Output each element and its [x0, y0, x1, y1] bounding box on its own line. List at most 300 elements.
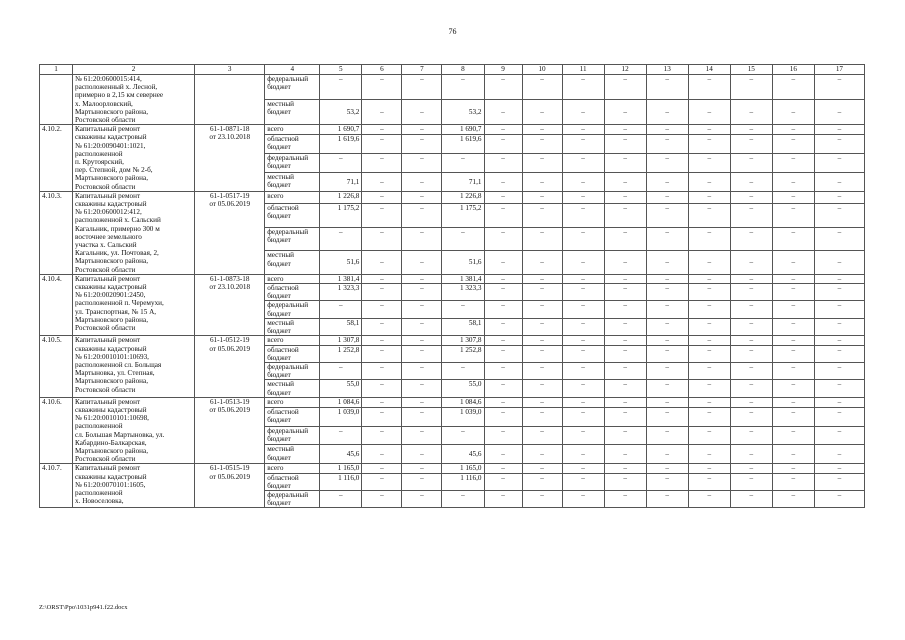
dash-cell: – — [730, 445, 772, 464]
dash-cell: – — [814, 473, 864, 490]
text-line: бюджет — [267, 453, 291, 462]
text-line: федеральный — [267, 154, 309, 163]
dash-cell: – — [688, 426, 730, 445]
dash-cell: – — [730, 227, 772, 251]
text-line: местный — [267, 318, 295, 327]
dash-cell: – — [688, 407, 730, 426]
dash-cell: – — [772, 362, 814, 379]
dash-cell: – — [522, 426, 562, 445]
column-header: 10 — [522, 65, 562, 75]
dash-cell: – — [562, 426, 604, 445]
text-line: Кабардино-Балкарская, — [75, 438, 147, 447]
text-line: Капитальный ремонт — [75, 191, 141, 200]
dash-cell: – — [562, 318, 604, 335]
document-number — [195, 274, 265, 335]
amount-cell: – — [320, 490, 362, 507]
dash-cell: – — [562, 407, 604, 426]
funding-source — [265, 204, 320, 228]
amount-cell: 1 039,0 — [442, 407, 484, 426]
dash-cell: – — [646, 191, 688, 203]
column-header: 6 — [362, 65, 402, 75]
dash-cell: – — [772, 445, 814, 464]
text-line: бюджет — [267, 83, 291, 92]
dash-cell: – — [646, 251, 688, 275]
dash-cell: – — [362, 397, 402, 407]
dash-cell: – — [730, 191, 772, 203]
dash-cell: – — [814, 251, 864, 275]
amount-cell: 1 226,8 — [320, 191, 362, 203]
dash-cell: – — [646, 75, 688, 100]
dash-cell: – — [484, 227, 522, 251]
dash-cell: – — [522, 191, 562, 203]
table-row — [40, 125, 865, 135]
dash-cell: – — [730, 135, 772, 154]
dash-cell: – — [688, 362, 730, 379]
dash-cell: – — [362, 345, 402, 362]
dash-cell: – — [646, 301, 688, 318]
dash-cell: – — [688, 191, 730, 203]
dash-cell: – — [730, 172, 772, 191]
dash-cell: – — [522, 318, 562, 335]
amount-cell: – — [320, 426, 362, 445]
dash-cell: – — [646, 336, 688, 345]
dash-cell: – — [604, 336, 646, 345]
dash-cell: – — [522, 204, 562, 228]
amount-cell: 1 619,6 — [320, 135, 362, 154]
amount-cell: – — [442, 490, 484, 507]
dash-cell: – — [772, 274, 814, 283]
object-name — [73, 125, 195, 192]
budget-table — [39, 64, 865, 508]
dash-cell: – — [772, 251, 814, 275]
dash-cell: – — [814, 397, 864, 407]
dash-cell: – — [562, 135, 604, 154]
dash-cell: – — [484, 490, 522, 507]
footer-file-path: Z:\ORST\Ppo\1031p941.f22.docx — [39, 604, 128, 611]
dash-cell: – — [402, 336, 442, 345]
dash-cell: – — [562, 345, 604, 362]
text-line: скважины кадастровый — [75, 344, 147, 353]
dash-cell: – — [362, 301, 402, 318]
text-line: всего — [267, 191, 284, 200]
amount-cell: 51,6 — [320, 251, 362, 275]
text-line: от 23.10.2018 — [209, 283, 251, 292]
row-number: 4.10.4. — [40, 274, 73, 335]
dash-cell: – — [646, 445, 688, 464]
dash-cell: – — [688, 274, 730, 283]
text-line: местный — [267, 380, 295, 389]
dash-cell: – — [688, 490, 730, 507]
dash-cell: – — [646, 362, 688, 379]
column-header: 7 — [402, 65, 442, 75]
dash-cell: – — [362, 473, 402, 490]
text-line: бюджет — [267, 292, 291, 301]
dash-cell: – — [604, 407, 646, 426]
dash-cell: – — [688, 345, 730, 362]
dash-cell: – — [730, 284, 772, 301]
dash-cell: – — [362, 407, 402, 426]
dash-cell: – — [772, 100, 814, 125]
column-header: 9 — [484, 65, 522, 75]
amount-cell: 53,2 — [320, 100, 362, 125]
dash-cell: – — [522, 397, 562, 407]
dash-cell: – — [362, 204, 402, 228]
text-line: Мартыновка, ул. Степная, — [75, 369, 155, 378]
amount-cell: 53,2 — [442, 100, 484, 125]
dash-cell: – — [522, 135, 562, 154]
text-line: бюджет — [267, 108, 291, 117]
amount-cell: 71,1 — [320, 172, 362, 191]
amount-cell: 1 175,2 — [320, 204, 362, 228]
amount-cell: – — [320, 362, 362, 379]
amount-cell: 58,1 — [320, 318, 362, 335]
amount-cell: – — [442, 301, 484, 318]
column-header: 2 — [73, 65, 195, 75]
dash-cell: – — [646, 135, 688, 154]
dash-cell: – — [604, 154, 646, 173]
object-name — [73, 191, 195, 274]
text-line: бюджет — [267, 143, 291, 152]
dash-cell: – — [646, 204, 688, 228]
dash-cell: – — [814, 227, 864, 251]
dash-cell: – — [402, 100, 442, 125]
dash-cell: – — [604, 301, 646, 318]
amount-cell: 1 165,0 — [442, 464, 484, 473]
dash-cell: – — [730, 490, 772, 507]
dash-cell: – — [604, 473, 646, 490]
amount-cell: – — [442, 426, 484, 445]
amount-cell: 1 307,8 — [320, 336, 362, 345]
text-line: федеральный — [267, 426, 309, 435]
text-line: Ростовской области — [75, 265, 136, 274]
dash-cell: – — [604, 135, 646, 154]
dash-cell: – — [604, 204, 646, 228]
text-line: Ростовской области — [75, 116, 136, 125]
text-line: скважины кадастровый — [75, 200, 147, 209]
dash-cell: – — [402, 227, 442, 251]
column-header: 14 — [688, 65, 730, 75]
dash-cell: – — [604, 172, 646, 191]
dash-cell: – — [522, 75, 562, 100]
dash-cell: – — [730, 125, 772, 135]
dash-cell: – — [484, 362, 522, 379]
dash-cell: – — [362, 191, 402, 203]
amount-cell: 1 381,4 — [442, 274, 484, 283]
funding-source — [265, 345, 320, 362]
dash-cell: – — [772, 426, 814, 445]
text-line: Мартыновского района, — [75, 446, 149, 455]
dash-cell: – — [402, 345, 442, 362]
dash-cell: – — [730, 397, 772, 407]
row-number: 4.10.3. — [40, 191, 73, 274]
text-line: всего — [267, 274, 284, 283]
dash-cell: – — [814, 135, 864, 154]
dash-cell: – — [604, 251, 646, 275]
amount-cell: 1 323,3 — [442, 284, 484, 301]
text-line: участка х. Сальский — [75, 241, 137, 250]
text-line: 61-1-0517-19 — [209, 191, 250, 200]
amount-cell: – — [320, 75, 362, 100]
column-header: 12 — [604, 65, 646, 75]
dash-cell: – — [562, 473, 604, 490]
funding-source — [265, 397, 320, 407]
amount-cell: 1 116,0 — [442, 473, 484, 490]
dash-cell: – — [402, 445, 442, 464]
text-line: Капитальный ремонт — [75, 125, 141, 134]
dash-cell: – — [562, 336, 604, 345]
dash-cell: – — [522, 490, 562, 507]
dash-cell: – — [402, 75, 442, 100]
text-line: федеральный — [267, 301, 309, 310]
dash-cell: – — [562, 227, 604, 251]
amount-cell: 45,6 — [320, 445, 362, 464]
text-line: бюджет — [267, 388, 291, 397]
dash-cell: – — [604, 362, 646, 379]
dash-cell: – — [362, 284, 402, 301]
text-line: 61-1-0873-18 — [209, 274, 250, 283]
text-line: расположенной — [75, 422, 123, 431]
amount-cell: 1 381,4 — [320, 274, 362, 283]
text-line: областной — [267, 284, 299, 293]
dash-cell: – — [484, 172, 522, 191]
dash-cell: – — [362, 490, 402, 507]
column-header: 17 — [814, 65, 864, 75]
dash-cell: – — [814, 445, 864, 464]
dash-cell: – — [688, 227, 730, 251]
dash-cell: – — [772, 407, 814, 426]
text-line: от 05.06.2019 — [209, 344, 251, 353]
dash-cell: – — [362, 336, 402, 345]
text-line: бюджет — [267, 309, 291, 318]
text-line: Капитальный ремонт — [75, 464, 141, 473]
dash-cell: – — [814, 154, 864, 173]
text-line: восточнее земельного — [75, 232, 142, 241]
dash-cell: – — [604, 284, 646, 301]
dash-cell: – — [604, 274, 646, 283]
amount-cell: 58,1 — [442, 318, 484, 335]
dash-cell: – — [484, 301, 522, 318]
text-line: расположенной п. Черемухи, — [75, 299, 164, 308]
dash-cell: – — [688, 301, 730, 318]
dash-cell: – — [604, 125, 646, 135]
dash-cell: – — [814, 362, 864, 379]
text-line: бюджет — [267, 212, 291, 221]
dash-cell: – — [562, 380, 604, 397]
amount-cell: 1 252,8 — [442, 345, 484, 362]
dash-cell: – — [688, 464, 730, 473]
dash-cell: – — [646, 426, 688, 445]
dash-cell: – — [604, 464, 646, 473]
text-line: Мартыновского района, — [75, 107, 149, 116]
dash-cell: – — [484, 473, 522, 490]
dash-cell: – — [604, 191, 646, 203]
dash-cell: – — [522, 227, 562, 251]
dash-cell: – — [522, 464, 562, 473]
dash-cell: – — [484, 336, 522, 345]
text-line: от 05.06.2019 — [209, 200, 251, 209]
dash-cell: – — [646, 154, 688, 173]
dash-cell: – — [646, 473, 688, 490]
dash-cell: – — [688, 445, 730, 464]
amount-cell: 1 619,6 — [442, 135, 484, 154]
dash-cell: – — [362, 362, 402, 379]
dash-cell: – — [522, 125, 562, 135]
dash-cell: – — [646, 407, 688, 426]
dash-cell: – — [562, 464, 604, 473]
dash-cell: – — [730, 464, 772, 473]
text-line: примерно в 2,15 км севернее — [75, 91, 164, 100]
dash-cell: – — [402, 251, 442, 275]
text-line: расположенной — [75, 488, 123, 497]
column-header: 11 — [562, 65, 604, 75]
dash-cell: – — [484, 318, 522, 335]
text-line: п. Крутоярский, — [75, 158, 124, 167]
dash-cell: – — [484, 464, 522, 473]
text-line: бюджет — [267, 353, 291, 362]
dash-cell: – — [484, 135, 522, 154]
dash-cell: – — [562, 301, 604, 318]
dash-cell: – — [772, 191, 814, 203]
text-line: скважины кадастровый — [75, 283, 147, 292]
dash-cell: – — [772, 301, 814, 318]
dash-cell: – — [562, 75, 604, 100]
text-line: федеральный — [267, 362, 309, 371]
dash-cell: – — [362, 125, 402, 135]
dash-cell: – — [772, 464, 814, 473]
dash-cell: – — [688, 172, 730, 191]
text-line: № 61:20:0600015:414, — [75, 75, 142, 83]
text-line: расположенной х. Сальский — [75, 216, 161, 225]
dash-cell: – — [730, 274, 772, 283]
dash-cell: – — [688, 100, 730, 125]
dash-cell: – — [484, 100, 522, 125]
funding-source — [265, 426, 320, 445]
dash-cell: – — [402, 490, 442, 507]
text-line: Капитальный ремонт — [75, 336, 141, 345]
dash-cell: – — [402, 125, 442, 135]
funding-source — [265, 284, 320, 301]
dash-cell: – — [688, 75, 730, 100]
text-line: всего — [267, 125, 284, 134]
amount-cell: 45,6 — [442, 445, 484, 464]
text-line: бюджет — [267, 481, 291, 490]
dash-cell: – — [484, 191, 522, 203]
dash-cell: – — [730, 426, 772, 445]
funding-source — [265, 75, 320, 100]
amount-cell: – — [320, 154, 362, 173]
dash-cell: – — [646, 345, 688, 362]
column-header: 4 — [265, 65, 320, 75]
text-line: бюджет — [267, 434, 291, 443]
dash-cell: – — [522, 445, 562, 464]
table-row — [40, 397, 865, 407]
dash-cell: – — [772, 318, 814, 335]
amount-cell: 1 084,6 — [442, 397, 484, 407]
table-row — [40, 464, 865, 473]
dash-cell: – — [646, 397, 688, 407]
dash-cell: – — [562, 172, 604, 191]
dash-cell: – — [362, 100, 402, 125]
dash-cell: – — [604, 426, 646, 445]
funding-source — [265, 473, 320, 490]
text-line: местный — [267, 445, 295, 454]
dash-cell: – — [402, 362, 442, 379]
dash-cell: – — [362, 135, 402, 154]
dash-cell: – — [814, 426, 864, 445]
funding-source — [265, 172, 320, 191]
dash-cell: – — [814, 336, 864, 345]
dash-cell: – — [772, 125, 814, 135]
text-line: местный — [267, 100, 295, 109]
dash-cell: – — [362, 426, 402, 445]
amount-cell: 1 084,6 — [320, 397, 362, 407]
amount-cell: 55,0 — [320, 380, 362, 397]
text-line: от 05.06.2019 — [209, 472, 251, 481]
dash-cell: – — [562, 251, 604, 275]
text-line: от 05.06.2019 — [209, 405, 251, 414]
dash-cell: – — [402, 473, 442, 490]
text-line: бюджет — [267, 259, 291, 268]
dash-cell: – — [484, 125, 522, 135]
dash-cell: – — [362, 464, 402, 473]
dash-cell: – — [484, 397, 522, 407]
dash-cell: – — [772, 135, 814, 154]
text-line: местный — [267, 172, 295, 181]
text-line: федеральный — [267, 75, 309, 83]
amount-cell: – — [442, 227, 484, 251]
amount-cell: 1 226,8 — [442, 191, 484, 203]
dash-cell: – — [646, 274, 688, 283]
dash-cell: – — [562, 284, 604, 301]
dash-cell: – — [484, 251, 522, 275]
dash-cell: – — [814, 284, 864, 301]
dash-cell: – — [402, 407, 442, 426]
dash-cell: – — [772, 172, 814, 191]
dash-cell: – — [688, 473, 730, 490]
column-header: 1 — [40, 65, 73, 75]
dash-cell: – — [522, 251, 562, 275]
text-line: 61-1-0871-18 — [209, 125, 250, 134]
amount-cell: – — [442, 75, 484, 100]
dash-cell: – — [730, 251, 772, 275]
table-row — [40, 75, 865, 100]
amount-cell: 55,0 — [442, 380, 484, 397]
dash-cell: – — [562, 490, 604, 507]
document-number — [195, 397, 265, 464]
dash-cell: – — [604, 397, 646, 407]
text-line: сл. Большая Мартыновка, ул. — [75, 430, 165, 439]
amount-cell: 1 175,2 — [442, 204, 484, 228]
row-number: 4.10.6. — [40, 397, 73, 464]
text-line: бюджет — [267, 499, 291, 508]
dash-cell: – — [814, 75, 864, 100]
dash-cell: – — [522, 407, 562, 426]
dash-cell: – — [362, 251, 402, 275]
dash-cell: – — [402, 464, 442, 473]
text-line: Ростовской области — [75, 182, 136, 191]
document-number — [195, 125, 265, 192]
funding-source — [265, 274, 320, 283]
dash-cell: – — [814, 380, 864, 397]
dash-cell: – — [402, 274, 442, 283]
dash-cell: – — [484, 445, 522, 464]
text-line: х. Малоорловский, — [75, 99, 133, 108]
funding-source — [265, 100, 320, 125]
dash-cell: – — [522, 380, 562, 397]
dash-cell: – — [772, 345, 814, 362]
amount-cell: 71,1 — [442, 172, 484, 191]
text-line: № 61:20:0070101:1605, — [75, 480, 146, 489]
